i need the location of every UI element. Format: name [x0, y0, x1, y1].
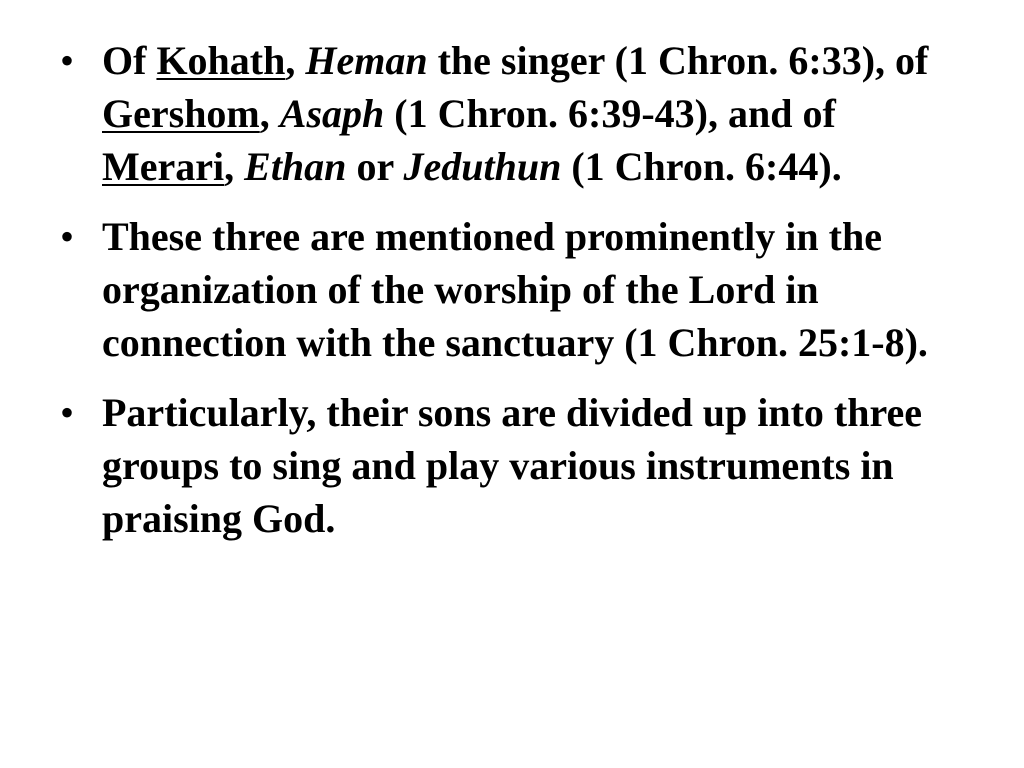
bullet-item: [60, 386, 960, 545]
name-jeduthun: Jeduthun: [403, 144, 562, 189]
text-segment: Of: [102, 38, 157, 83]
text-segment: ,: [224, 144, 245, 189]
bullet-list: [60, 34, 960, 562]
text-segment: or: [346, 144, 404, 189]
bullet-marker: •: [60, 214, 75, 259]
bullet-text: Particularly, their sons are divided up into three groups to sing and play various instruments in praising God.: [102, 390, 923, 541]
text-segment: ,: [285, 38, 306, 83]
text-segment: ,: [259, 91, 280, 136]
name-heman: Heman: [305, 38, 428, 83]
name-ethan: Ethan: [244, 144, 347, 189]
name-gershom: Gershom: [102, 91, 260, 136]
text-segment: the singer (1 Chron. 6:33), of: [427, 38, 929, 83]
bullet-marker: •: [60, 38, 75, 83]
bullet-item: [60, 34, 960, 193]
bullet-text: These three are mentioned prominently in the organization of the worship of the Lord in connection with the sanctuary (1 Chron. 25:1-8).: [102, 214, 928, 365]
text-segment: (1 Chron. 6:39-43), and of: [384, 91, 836, 136]
name-merari: Merari: [102, 144, 225, 189]
text-segment: (1 Chron. 6:44).: [561, 144, 842, 189]
bullet-marker: •: [60, 390, 75, 435]
bullet-item: [60, 210, 960, 369]
name-asaph: Asaph: [279, 91, 385, 136]
name-kohath: Kohath: [156, 38, 286, 83]
bullet-text: [102, 38, 928, 189]
